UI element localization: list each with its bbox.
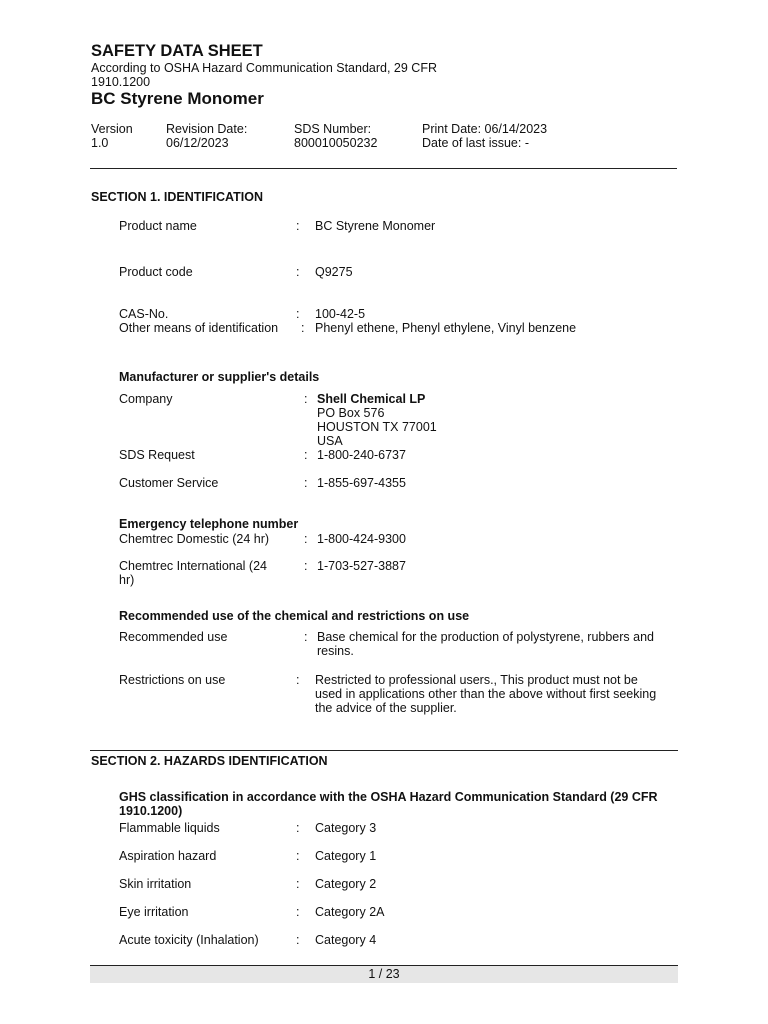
regulation-subtitle-cont: 1910.1200 [91,75,151,89]
hazard-category: Category 1 [315,849,377,863]
cas-label: CAS-No. [119,307,169,321]
hazard-category: Category 2A [315,905,385,919]
sds-request-label: SDS Request [119,448,195,462]
restrictions-label: Restrictions on use [119,673,226,687]
page-footer [90,965,678,983]
product-title: BC Styrene Monomer [91,89,264,108]
print-date: Print Date: 06/14/2023 [422,122,548,136]
restrictions-value-line3: the advice of the supplier. [315,701,457,715]
hazard-label: Aspiration hazard [119,849,217,863]
hazard-label: Flammable liquids [119,821,220,835]
product-code-label: Product code [119,265,193,279]
chemtrec-domestic-value: 1-800-424-9300 [317,532,406,546]
separator-colon: : [301,321,305,335]
recommended-use-value: Base chemical for the production of polystyrene, rubbers and [317,630,654,644]
separator-colon: : [304,476,308,490]
separator-colon: : [296,849,300,863]
separator-colon: : [296,219,300,233]
manufacturer-heading: Manufacturer or supplier's details [119,370,320,384]
company-address-line3: USA [317,434,343,448]
separator-colon: : [296,307,300,321]
cas-value: 100-42-5 [315,307,366,321]
header-divider [90,168,677,169]
chemtrec-intl-value: 1-703-527-3887 [317,559,406,573]
product-name-value: BC Styrene Monomer [315,219,436,233]
last-issue-date: Date of last issue: - [422,136,529,150]
hazard-category: Category 3 [315,821,377,835]
other-means-label: Other means of identification [119,321,279,335]
sds-number-value: 800010050232 [294,136,378,150]
recommended-use-label: Recommended use [119,630,228,644]
separator-colon: : [296,673,300,687]
recommended-use-value-cont: resins. [317,644,354,658]
hazard-category: Category 4 [315,933,377,947]
hazard-label: Skin irritation [119,877,192,891]
sds-request-value: 1-800-240-6737 [317,448,406,462]
section-divider [90,750,678,751]
ghs-classification-heading: GHS classification in accordance with the OSHA Hazard Communication Standard (29 CFR [119,790,658,804]
separator-colon: : [296,265,300,279]
customer-service-value: 1-855-697-4355 [317,476,406,490]
separator-colon: : [296,905,300,919]
separator-colon: : [304,630,308,644]
emergency-heading: Emergency telephone number [119,517,299,531]
company-address-line2: HOUSTON TX 77001 [317,420,437,434]
hazard-label: Acute toxicity (Inhalation) [119,933,259,947]
chemtrec-intl-label-cont: hr) [119,573,135,587]
chemtrec-intl-label: Chemtrec International (24 [119,559,267,573]
regulation-subtitle: According to OSHA Hazard Communication Standard, 29 CFR [91,61,437,75]
product-code-value: Q9275 [315,265,353,279]
version-value: 1.0 [91,136,109,150]
hazard-label: Eye irritation [119,905,189,919]
restrictions-value-line2: used in applications other than the above without first seeking [315,687,657,701]
section1-heading: SECTION 1. IDENTIFICATION [91,190,263,204]
separator-colon: : [304,532,308,546]
product-name-label: Product name [119,219,197,233]
company-label: Company [119,392,173,406]
revision-date-value: 06/12/2023 [166,136,229,150]
separator-colon: : [304,392,308,406]
ghs-classification-heading-cont: 1910.1200) [119,804,183,818]
other-means-value: Phenyl ethene, Phenyl ethylene, Vinyl benzene [315,321,577,335]
section2-heading: SECTION 2. HAZARDS IDENTIFICATION [91,754,328,768]
version-label: Version [91,122,133,136]
separator-colon: : [296,877,300,891]
company-address-line1: PO Box 576 [317,406,385,420]
page-number: 1 / 23 [368,967,400,981]
customer-service-label: Customer Service [119,476,219,490]
hazard-category: Category 2 [315,877,377,891]
chemtrec-domestic-label: Chemtrec Domestic (24 hr) [119,532,270,546]
separator-colon: : [296,821,300,835]
restrictions-value: Restricted to professional users., This product must not be [315,673,638,687]
separator-colon: : [304,559,308,573]
recommended-use-heading: Recommended use of the chemical and restrictions on use [119,609,470,623]
document-title: SAFETY DATA SHEET [91,42,263,60]
separator-colon: : [304,448,308,462]
separator-colon: : [296,933,300,947]
revision-date-label: Revision Date: [166,122,248,136]
sds-number-label: SDS Number: [294,122,372,136]
company-name: Shell Chemical LP [317,392,426,406]
